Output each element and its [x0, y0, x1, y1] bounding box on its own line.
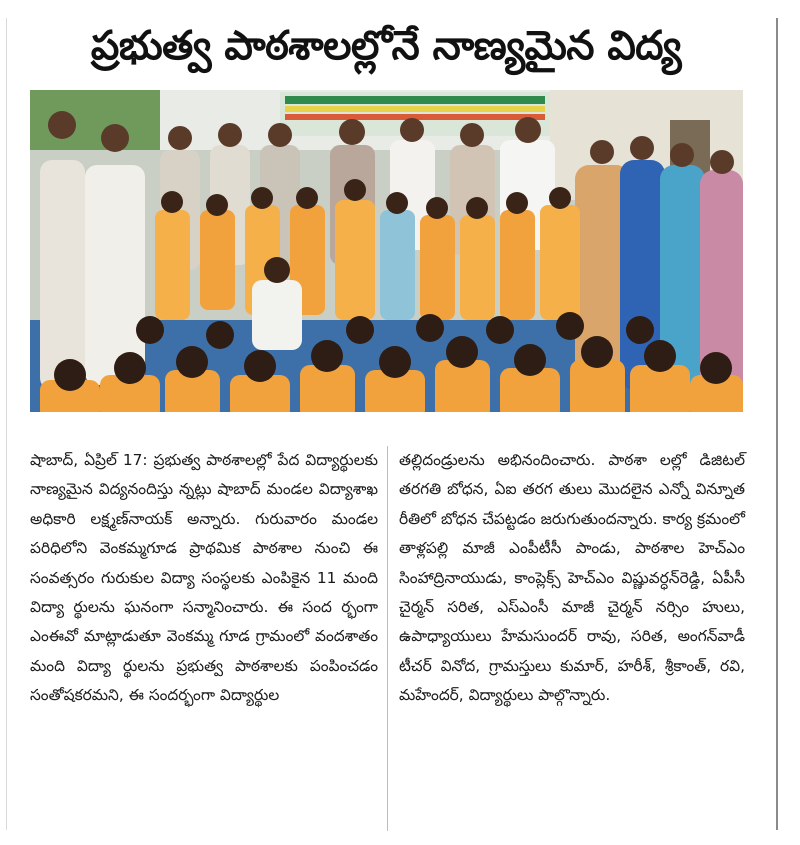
- column-divider: [387, 446, 388, 831]
- article-body-left-column: [30, 446, 378, 711]
- headline: ప్రభుత్వ పాఠశాలల్లోనే నాణ్యమైన విద్య: [90, 23, 682, 69]
- group-photo: [30, 90, 743, 412]
- right-column-rule: [776, 18, 778, 830]
- left-margin-rule: [6, 18, 7, 830]
- article-body-right-column: [399, 446, 745, 711]
- article-paragraph-left: షాబాద్, ఏప్రిల్ 17: ప్రభుత్వ పాఠశాలల్లో పేద విద్యార్థులకు నాణ్యమైన విద్యనందిస్తు న్నట్లు షాబాద్ మండల విద్యాశాఖ అధికారి లక్ష్మణ్‌నాయక్ అన్నారు. గురువారం మండల పరిధిలోని వెంకమ్మగూడ ప్రాథమిక పాఠశాల నుంచి ఈ సంవత్సరం గురుకుల విద్యా సంస్థలకు ఎంపికైన 11 మంది విద్యా ర్థులను ఘనంగా సన్మానించారు. ఈ సంద ర్భంగా ఎంఈవో మాట్లాడుతూ వెంకమ్మ గూడ గ్రామంలో వందశాతం మంది విద్యా ర్థులను ప్రభుత్వ పాఠశాలకు పంపించడం సంతోషకరమని, ఈ సందర్భంగా విద్యార్థుల: [30, 451, 378, 705]
- group-photo-illustration: [30, 90, 743, 412]
- article-paragraph-right: తల్లిదండ్రులను అభినందించారు. పాఠశా లల్లో డిజిటల్ తరగతి బోధన, ఏఐ తరగ తులు మొదలైన ఎన్నో విన్నూత రీతిలో బోధన చేపట్టడం జరుగుతుందన్నారు. కార్య క్రమంలో తాళ్లపల్లి మాజీ ఎంపీటీసీ పాండు, పాఠశాల హెచ్‌ఎం సింహాద్రినాయుడు, కాంప్లెక్స్ హెచ్‌ఎం విష్ణువర్ధన్‌రెడ్డి, ఏపీసీ చైర్మన్ సరిత, ఎస్‌ఎంసీ మాజీ చైర్మన్ నర్సిం హులు, ఉపాధ్యాయులు హేమసుందర్ రావు, సరిత, అంగన్‌వాడీ టీచర్ వినోద, గ్రామస్తులు కుమార్, హరీశ్, శ్రీకాంత్, రవి, మహేందర్, విద్యార్థులు పాల్గొన్నారు.: [399, 451, 745, 705]
